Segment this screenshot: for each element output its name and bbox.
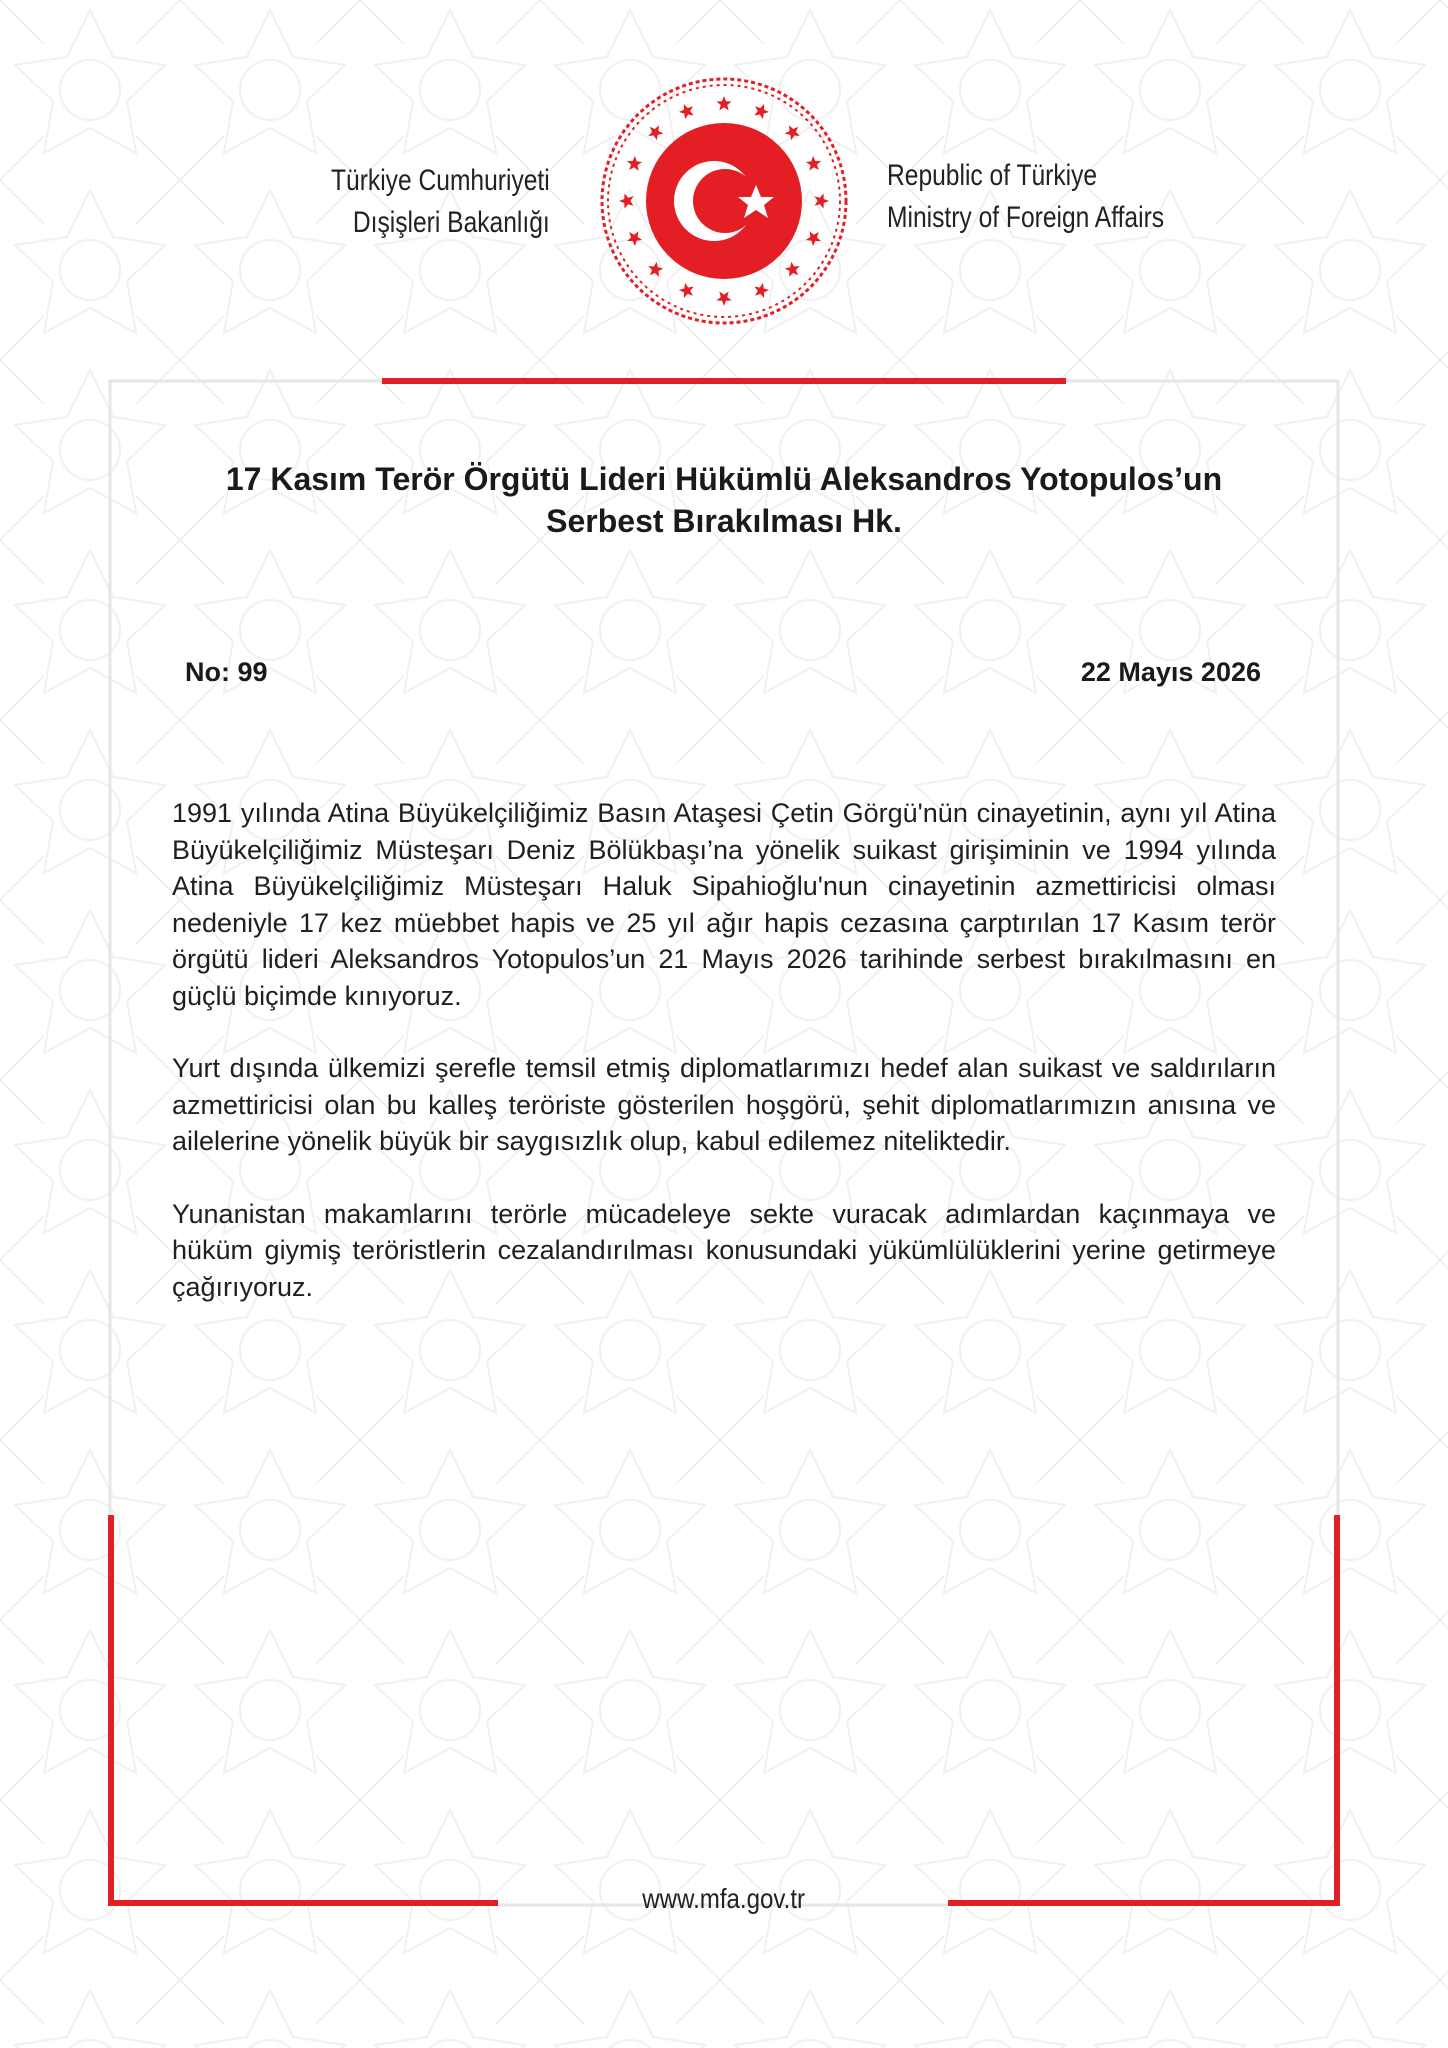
seal-star-icon	[806, 156, 821, 171]
paragraph: 1991 yılında Atina Büyükelçiliğimiz Basın Ataşesi Çetin Görgü'nün cinayetinin, aynı yıl Atina Büyükelçiliğimiz Müsteşarı Deniz Bölükbaşı’na yönelik suikast girişiminin ve 1994 yılında Atina Büyükelçiliğimiz Müsteşarı Haluk Sipahioğlu'nun cinayetinin azmettiricisi olması nedeniyle 17 kez müebbet hapis ve 25 yıl ağır hapis cezasına çarptırılan 17 Kasım terör örgütü lideri Aleksandros Yotopulos’un 21 Mayıs 2026 tarihinde serbest bırakılmasını en güçlü biçimde kınıyoruz.	[172, 798, 1276, 1011]
seal-star-icon	[716, 292, 731, 306]
ministry-name-english-line1: Republic of Türkiye	[887, 159, 1098, 192]
ministry-name-turkish-line1: Türkiye Cumhuriyeti	[331, 164, 550, 197]
seal-star-icon	[716, 96, 731, 110]
seal-star-icon	[785, 262, 800, 277]
document-title	[150, 458, 1298, 542]
seal-star-icon	[648, 125, 663, 140]
document-title-line1: 17 Kasım Terör Örgütü Lideri Hükümlü Aleksandros Yotopulos’un	[225, 461, 1223, 497]
ministry-name-turkish-line2: Dışişleri Bakanlığı	[353, 206, 550, 239]
document-date: 22 Mayıs 2026	[1080, 657, 1261, 687]
document-number: No: 99	[185, 657, 268, 687]
seal-star-icon	[679, 283, 694, 298]
crescent-star-seal-icon	[596, 73, 852, 329]
seal-star-icon	[754, 104, 769, 119]
ministry-name-english	[887, 155, 1164, 239]
document-body	[172, 795, 1276, 1341]
ministry-name-turkish	[331, 160, 550, 244]
seal-star-icon	[815, 193, 829, 208]
paragraph: Yurt dışında ülkemizi şerefle temsil etmiş diplomatlarımızı hedef alan suikast ve saldırıların azmettiricisi olan bu kalleş teröriste gösterilen hoşgörü, şehit diplomatlarımızın anısına ve ailelerine yönelik büyük bir saygısızlık olup, kabul edilemez niteliktedir.	[172, 1053, 1276, 1156]
seal-star-icon	[627, 156, 642, 171]
seal-star-icon	[806, 231, 821, 246]
document-title-line2: Serbest Bırakılması Hk.	[546, 503, 902, 539]
paragraph: Yunanistan makamlarını terörle mücadeleye sekte vuracak adımlardan kaçınmaya ve hüküm giymiş teröristlerin cezalandırılması konusundaki yükümlülüklerini yerine getirmeye çağırıyoruz.	[172, 1198, 1276, 1302]
letterhead	[0, 0, 1448, 340]
seal-star-icon	[627, 231, 642, 246]
seal-star-icon	[754, 283, 769, 298]
seal-star-icon	[785, 125, 800, 140]
seal-star-icon	[648, 262, 663, 277]
seal-star-icon	[619, 193, 633, 208]
footer-url-text: www.mfa.gov.tr	[642, 1883, 806, 1914]
ministry-name-english-line2: Ministry of Foreign Affairs	[887, 201, 1165, 234]
footer-website	[0, 1883, 1448, 1915]
seal-star-icon	[679, 104, 694, 119]
